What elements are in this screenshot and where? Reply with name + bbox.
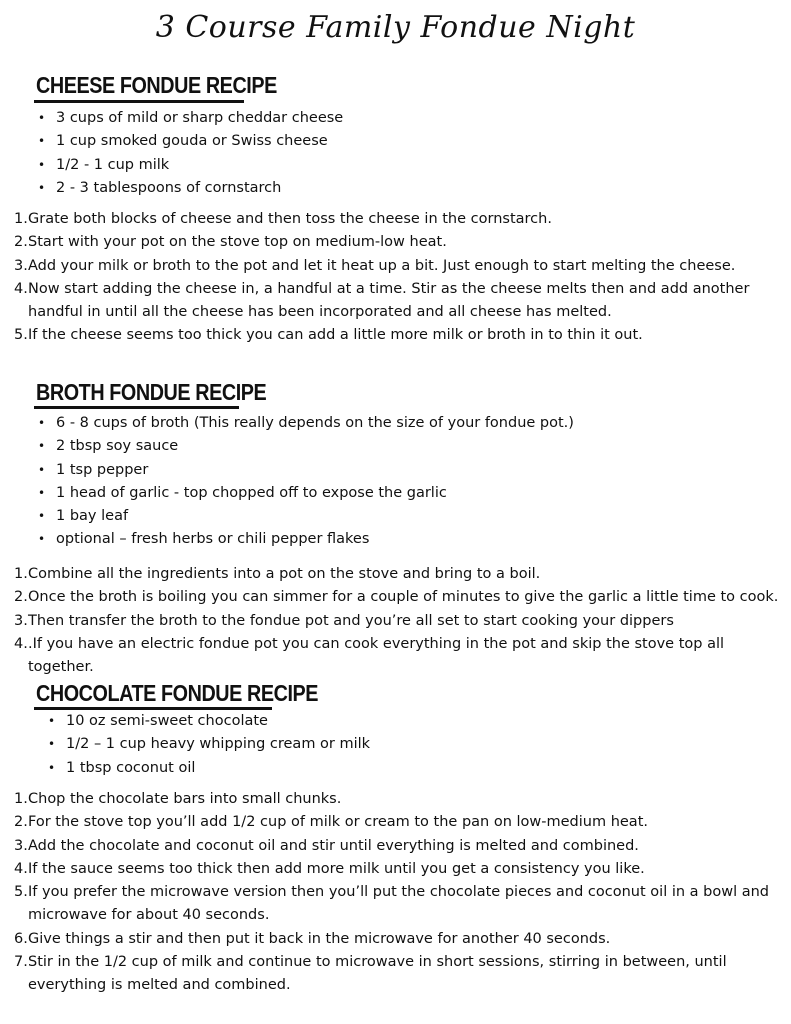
step-text: Stir in the 1/2 cup of milk and continue to microwave in short sessions, stirring in between, until everything is melted and combined. xyxy=(28,954,727,994)
step-number: 5. xyxy=(14,327,28,344)
step-text: If the cheese seems too thick you can add a little more milk or broth in to thin it out. xyxy=(28,327,643,344)
ingredient-item: • 1 bay leaf xyxy=(38,505,574,528)
cheese-ingredients-list xyxy=(38,107,343,200)
step-number: 2. xyxy=(14,589,28,606)
step-text: If the sauce seems too thick then add more milk until you get a consistency you like. xyxy=(28,860,645,877)
page-title: 3 Course Family Fondue Night xyxy=(155,10,636,45)
step-text: Add the chocolate and coconut oil and stir until everything is melted and combined. xyxy=(28,837,639,854)
step-number: 4. xyxy=(14,635,28,652)
cheese-steps-list xyxy=(14,208,786,348)
ingredient-item: • 1 tbsp coconut oil xyxy=(48,757,370,780)
ingredient-item: • 1 cup smoked gouda or Swiss cheese xyxy=(38,130,343,153)
chocolate-heading: CHOCOLATE FONDUE RECIPE xyxy=(36,680,319,706)
step-number: 7. xyxy=(14,954,28,971)
step-item xyxy=(14,208,786,231)
step-number: 1. xyxy=(14,211,28,227)
step-item xyxy=(14,610,786,633)
step-item xyxy=(14,633,786,680)
step-text: Start with your pot on the stove top on medium-low heat. xyxy=(28,234,447,251)
ingredient-item: • 3 cups of mild or sharp cheddar cheese xyxy=(38,107,343,130)
ingredient-item: • 1 tsp pepper xyxy=(38,459,574,482)
step-item xyxy=(14,835,786,858)
step-text: Chop the chocolate bars into small chunks. xyxy=(28,791,342,807)
step-text: If you prefer the microwave version then you’ll put the chocolate pieces and coconut oil in a bowl and microwave for about 40 seconds. xyxy=(28,884,770,924)
step-text: For the stove top you’ll add 1/2 cup of milk or cream to the pan on low-medium heat. xyxy=(28,814,648,831)
broth-ingredients-list xyxy=(38,412,574,552)
step-text: Add your milk or broth to the pot and let it heat up a bit. Just enough to start melting the cheese. xyxy=(28,257,736,274)
broth-heading-underline xyxy=(34,406,239,409)
ingredient-item: • 1/2 – 1 cup heavy whipping cream or milk xyxy=(48,733,370,756)
step-text: Then transfer the broth to the fondue pot and you’re all set to start cooking your dippers xyxy=(28,612,674,629)
ingredient-item: • 2 - 3 tablespoons of cornstarch xyxy=(38,177,343,200)
step-text: Combine all the ingredients into a pot on the stove and bring to a boil. xyxy=(28,566,541,582)
step-text: Give things a stir and then put it back in the microwave for another 40 seconds. xyxy=(28,930,611,947)
step-item xyxy=(14,278,786,325)
ingredient-item: • optional – fresh herbs or chili pepper flakes xyxy=(38,528,574,551)
step-item xyxy=(14,881,786,928)
step-item xyxy=(14,255,786,278)
step-item xyxy=(14,586,786,609)
step-number: 3. xyxy=(14,837,28,854)
step-number: 1. xyxy=(14,791,28,807)
step-item xyxy=(14,928,786,951)
ingredient-item: • 1 head of garlic - top chopped off to expose the garlic xyxy=(38,482,574,505)
step-item xyxy=(14,563,786,586)
step-number: 2. xyxy=(14,814,28,831)
ingredient-item: • 2 tbsp soy sauce xyxy=(38,435,574,458)
step-item xyxy=(14,951,786,998)
ingredient-item: • 6 - 8 cups of broth (This really depends on the size of your fondue pot.) xyxy=(38,412,574,435)
step-text: Grate both blocks of cheese and then toss the cheese in the cornstarch. xyxy=(28,211,552,227)
broth-heading: BROTH FONDUE RECIPE xyxy=(36,379,267,405)
step-number: 1. xyxy=(14,566,28,582)
step-number: 3. xyxy=(14,612,28,629)
step-text: Now start adding the cheese in, a handful at a time. Stir as the cheese melts then and add another handful in until all the cheese has been incorporated and all cheese has melted. xyxy=(28,280,750,321)
step-item xyxy=(14,231,786,254)
chocolate-steps-list xyxy=(14,788,786,998)
step-number: 2. xyxy=(14,234,28,251)
ingredient-item: • 1/2 - 1 cup milk xyxy=(38,154,343,177)
chocolate-ingredients-list xyxy=(48,710,370,780)
step-number: 5. xyxy=(14,884,28,901)
step-item xyxy=(14,324,786,347)
broth-steps-list xyxy=(14,563,786,679)
step-item xyxy=(14,788,786,811)
step-item xyxy=(14,811,786,834)
ingredient-item: • 10 oz semi-sweet chocolate xyxy=(48,710,370,733)
step-text: .If you have an electric fondue pot you can cook everything in the pot and skip the stove top all together. xyxy=(28,635,725,676)
step-item xyxy=(14,858,786,881)
cheese-heading: CHEESE FONDUE RECIPE xyxy=(36,72,277,98)
step-text: Once the broth is boiling you can simmer for a couple of minutes to give the garlic a little time to cook. xyxy=(28,589,779,606)
step-number: 6. xyxy=(14,930,28,947)
step-number: 4. xyxy=(14,860,28,877)
step-number: 3. xyxy=(14,257,28,274)
step-number: 4. xyxy=(14,280,28,297)
cheese-heading-underline xyxy=(34,100,244,103)
